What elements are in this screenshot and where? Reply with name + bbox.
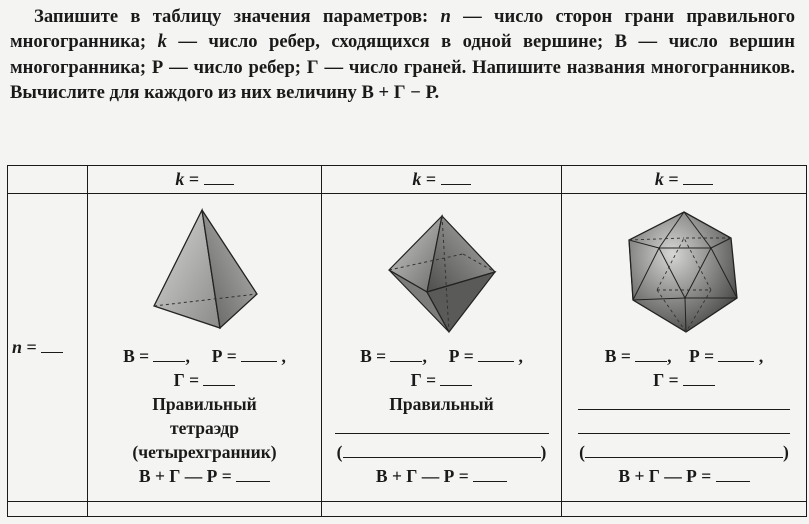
name-blank[interactable]: [578, 418, 790, 434]
formula-line: В + Г — Р =: [322, 464, 561, 488]
name-answer-line: [322, 416, 561, 440]
k-symbol: k: [157, 31, 167, 53]
tetrahedron-cell: [88, 194, 322, 502]
k-header-cell: k =: [562, 166, 807, 194]
paren-blank[interactable]: [343, 442, 541, 458]
next-row-cell: [8, 502, 88, 517]
params-line: В = , Р = ,: [123, 346, 286, 366]
params-line: В = , Р = ,: [604, 346, 764, 366]
next-row: [8, 502, 807, 517]
polyhedron-name: Правильный: [152, 394, 257, 414]
header-row: [8, 166, 807, 194]
formula-blank[interactable]: [236, 466, 270, 482]
k-header-cell: k =: [322, 166, 562, 194]
polyhedron-name: Правильный: [389, 394, 494, 414]
corner-cell: [8, 166, 88, 194]
icosahedron-cell: [562, 194, 807, 502]
task-text-part: — число сторон грани правильного многогранника;: [10, 6, 795, 53]
vertices-blank[interactable]: [390, 346, 422, 362]
edges-blank[interactable]: [478, 346, 514, 362]
octahedron-icon: [377, 194, 507, 344]
next-row-cell: [88, 502, 322, 517]
paren-blank[interactable]: [585, 442, 783, 458]
next-row-cell: [322, 502, 562, 517]
n-cell: n =: [8, 194, 88, 502]
k-blank[interactable]: [441, 170, 471, 185]
formula-blank[interactable]: [473, 466, 507, 482]
faces-blank[interactable]: [440, 370, 472, 386]
faces-line: Г =: [322, 368, 561, 392]
name-answer-line: [562, 392, 806, 416]
task-text-part: — число ребер, сходящихся в одной вершине; В — число вершин многогранника; Р — число ребер; Г — число граней. Напишите названия многогранников. Вычислите для каждого из них величину В + Г − Р.: [10, 31, 795, 104]
name-blank[interactable]: [578, 394, 790, 410]
faces-blank[interactable]: [203, 370, 235, 386]
faces-blank[interactable]: [683, 370, 715, 386]
formula-line: В + Г — Р =: [562, 464, 806, 488]
n-blank[interactable]: [41, 338, 63, 353]
paren-answer-line: ( ): [579, 442, 789, 462]
k-header-cell: k =: [88, 166, 322, 194]
edges-blank[interactable]: [718, 346, 754, 362]
vertices-blank[interactable]: [635, 346, 667, 362]
tetrahedron-icon: [140, 194, 270, 344]
paren-answer-line: ( ): [336, 442, 547, 462]
formula-blank[interactable]: [716, 466, 750, 482]
octahedron-cell: [322, 194, 562, 502]
next-row-cell: [562, 502, 807, 517]
name-blank[interactable]: [335, 418, 549, 434]
k-blank[interactable]: [204, 170, 234, 185]
polyhedra-table: [7, 165, 807, 517]
faces-line: Г =: [562, 368, 806, 392]
name-answer-line: [562, 416, 806, 440]
n-symbol: n: [440, 6, 451, 27]
icosahedron-icon: [619, 194, 749, 344]
vertices-blank[interactable]: [153, 346, 185, 362]
polyhedron-name: тетраэдр: [170, 418, 239, 438]
formula-line: В + Г — Р =: [88, 464, 321, 488]
edges-blank[interactable]: [241, 346, 277, 362]
task-text-part: Запишите в таблицу значения параметров:: [34, 6, 441, 27]
k-blank[interactable]: [683, 170, 713, 185]
main-row: [8, 194, 807, 502]
faces-line: Г =: [88, 368, 321, 392]
params-line: В = , Р = ,: [360, 346, 523, 366]
polyhedron-name: (четырехгранник): [132, 442, 277, 462]
task-text: [10, 4, 795, 106]
